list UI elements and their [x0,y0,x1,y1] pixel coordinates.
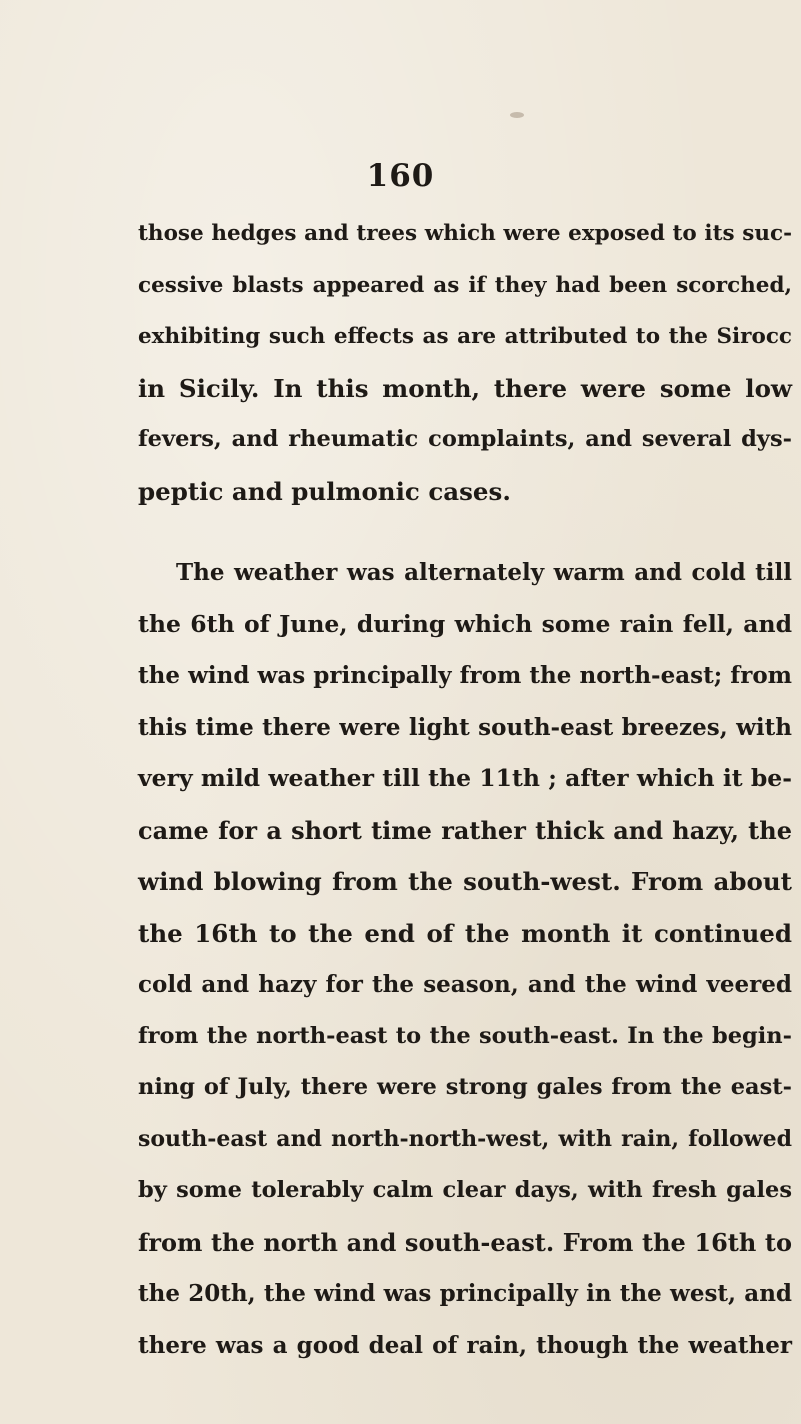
text-line: this time there were light south-east breezes, with [138,713,792,741]
paragraph-gap [150,517,792,547]
text-line: exhibiting such effects as are attributed to the Sirocc [138,324,792,349]
text-line: cold and hazy for the season, and the wind veered [138,971,792,998]
body-text [138,208,792,1371]
text-line: ning of July, there were strong gales from the east- [138,1074,792,1100]
text-line: fevers, and rheumatic complaints, and several dys- [138,426,792,452]
ink-smudge [510,112,524,118]
text-line: from the north-east to the south-east. In the begin- [138,1022,792,1049]
text-line: The weather was alternately warm and cold till [176,559,792,586]
text-line: the 6th of June, during which some rain fell, and [138,609,792,638]
text-line: wind blowing from the south-west. From about [138,867,792,896]
text-line: cessive blasts appeared as if they had been scorched, [138,272,792,298]
text-line: came for a short time rather thick and hazy, the [138,815,792,845]
text-line: south-east and north-north-west, with rain, followed [138,1125,792,1152]
text-line: there was a good deal of rain, though the weather [138,1331,792,1359]
text-line: from the north and south-east. From the 16th to [138,1227,792,1257]
text-line: those hedges and trees which were exposed to its suc- [138,221,792,246]
text-line: in Sicily. In this month, there were some low [138,373,792,403]
text-line: the 20th, the wind was principally in the west, and [138,1280,792,1307]
paragraph-2 [138,547,792,1371]
paragraph-1 [138,208,792,517]
text-line: the wind was principally from the north-east; from [138,662,792,689]
page-number: 160 [366,158,435,194]
text-line: very mild weather till the 11th ; after which it be- [138,764,792,792]
text-line: peptic and pulmonic cases. [138,476,511,506]
text-line: by some tolerably calm clear days, with fresh gales [138,1177,792,1203]
text-line: the 16th to the end of the month it continued [138,918,792,948]
